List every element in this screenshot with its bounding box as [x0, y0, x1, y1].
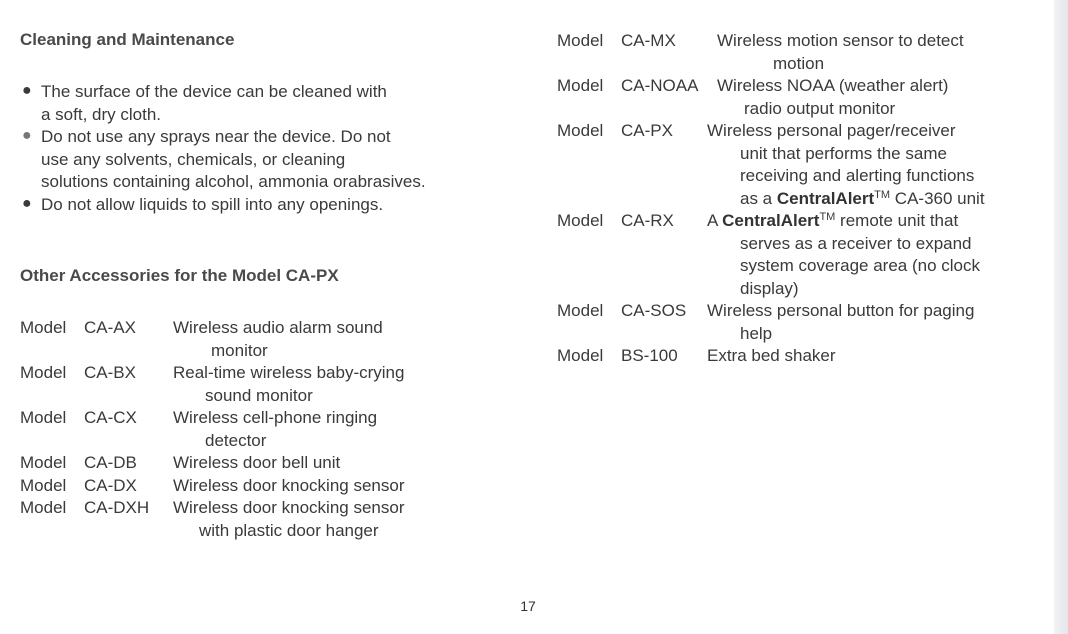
model-code: CA-CX [84, 408, 137, 427]
cleaning-bullet-list [22, 81, 492, 216]
bullet-item [22, 81, 492, 126]
text-run: CA-360 unit [890, 188, 985, 208]
desc-line: sound monitor [205, 385, 313, 405]
desc-line: display) [740, 278, 799, 298]
trademark-mark: TM [874, 188, 891, 201]
model-row [557, 30, 985, 75]
bullet-line: The surface of the device can be cleaned with [41, 82, 387, 101]
cleaning-heading: Cleaning and Maintenance [20, 30, 235, 49]
page-edge-shadow [1054, 0, 1068, 634]
right-model-list [557, 30, 985, 368]
desc-line: Extra bed shaker [707, 346, 836, 365]
model-word: Model [20, 318, 67, 337]
left-model-list [20, 317, 404, 542]
desc-line: help [740, 323, 773, 343]
bullet-line: Do not allow liquids to spill into any openings. [41, 194, 384, 214]
bullet-dot-icon: ● [22, 82, 32, 99]
bullet-line: use any solvents, chemicals, or cleaning [41, 149, 346, 169]
bullet-item [22, 194, 492, 217]
model-code: CA-PX [621, 121, 673, 140]
model-word: Model [20, 498, 67, 517]
bullet-dot-icon: ● [22, 194, 32, 212]
desc-line: Wireless personal pager/receiver [707, 121, 956, 140]
model-description [717, 30, 964, 75]
model-row [20, 407, 404, 452]
desc-line: Real-time wireless baby-crying [173, 363, 405, 382]
bullet-line: a soft, dry cloth. [41, 104, 161, 124]
desc-line: unit that performs the same [740, 143, 947, 163]
model-code: CA-BX [84, 363, 136, 382]
desc-line: radio output monitor [744, 98, 896, 118]
model-word: Model [20, 363, 67, 382]
desc-line: Wireless cell-phone ringing [173, 408, 378, 427]
desc-line: motion [773, 53, 825, 73]
model-word: Model [557, 76, 604, 95]
model-word: Model [20, 475, 67, 495]
desc-line: Wireless personal button for paging [707, 301, 975, 320]
model-description [707, 300, 974, 345]
model-row [557, 75, 985, 120]
model-description [707, 345, 836, 368]
desc-line: Wireless door knocking sensor [173, 498, 405, 517]
model-row [20, 317, 404, 362]
text-run: remote unit that [835, 211, 959, 230]
model-row [20, 452, 404, 475]
model-word: Model [20, 453, 67, 472]
page-number: 17 [520, 598, 536, 614]
desc-line: receiving and alerting functions [740, 166, 975, 185]
bullet-item [22, 126, 492, 194]
desc-line: Wireless door bell unit [173, 453, 341, 472]
model-description [707, 210, 980, 300]
model-description [717, 75, 948, 120]
desc-line: Wireless door knocking sensor [173, 475, 405, 495]
model-row [557, 300, 985, 345]
desc-line: Wireless motion sensor to detect [717, 31, 964, 50]
model-code: CA-SOS [621, 301, 687, 320]
model-word: Model [557, 346, 604, 365]
model-description [173, 475, 404, 498]
model-code: CA-RX [621, 211, 674, 230]
model-description [173, 362, 404, 407]
model-description [707, 120, 985, 210]
model-description [173, 407, 377, 452]
desc-line: detector [205, 430, 267, 450]
model-word: Model [557, 301, 604, 320]
model-code: CA-DB [84, 453, 137, 472]
desc-line: with plastic door hanger [199, 520, 379, 540]
desc-line: system coverage area (no clock [740, 256, 980, 275]
model-description [173, 497, 404, 542]
desc-line: monitor [211, 340, 268, 360]
model-description [173, 452, 340, 475]
model-code: CA-AX [84, 318, 136, 337]
brand-name: CentralAlert [776, 188, 875, 208]
desc-line: Wireless audio alarm sound [173, 318, 383, 337]
model-code: BS-100 [621, 346, 678, 365]
desc-line: serves as a receiver to expand [740, 233, 972, 253]
model-word: Model [557, 121, 604, 140]
model-row [20, 362, 404, 407]
model-code: CA-MX [621, 31, 676, 50]
model-row [20, 475, 404, 498]
bullet-line: Do not use any sprays near the device. Do not [41, 127, 391, 146]
model-word: Model [557, 31, 604, 50]
desc-line [707, 210, 980, 233]
model-word: Model [20, 408, 67, 427]
bullet-line: solutions containing alcohol, ammonia orabrasives. [41, 172, 426, 191]
desc-line: Wireless NOAA (weather alert) [717, 76, 949, 95]
model-code: CA-DX [84, 475, 137, 495]
model-description [173, 317, 383, 362]
desc-line [707, 188, 985, 211]
bullet-dot-icon: ● [22, 127, 32, 144]
model-word: Model [557, 211, 604, 230]
text-run: as a [740, 188, 777, 208]
text-run: A [707, 211, 723, 230]
trademark-mark: TM [819, 211, 836, 223]
model-code: CA-DXH [84, 498, 150, 517]
accessories-heading: Other Accessories for the Model CA-PX [20, 266, 339, 285]
model-code: CA-NOAA [621, 76, 699, 95]
model-row [20, 497, 404, 542]
model-row [557, 120, 985, 210]
model-row [557, 210, 985, 300]
model-row [557, 345, 985, 368]
brand-name: CentralAlert [722, 211, 820, 230]
